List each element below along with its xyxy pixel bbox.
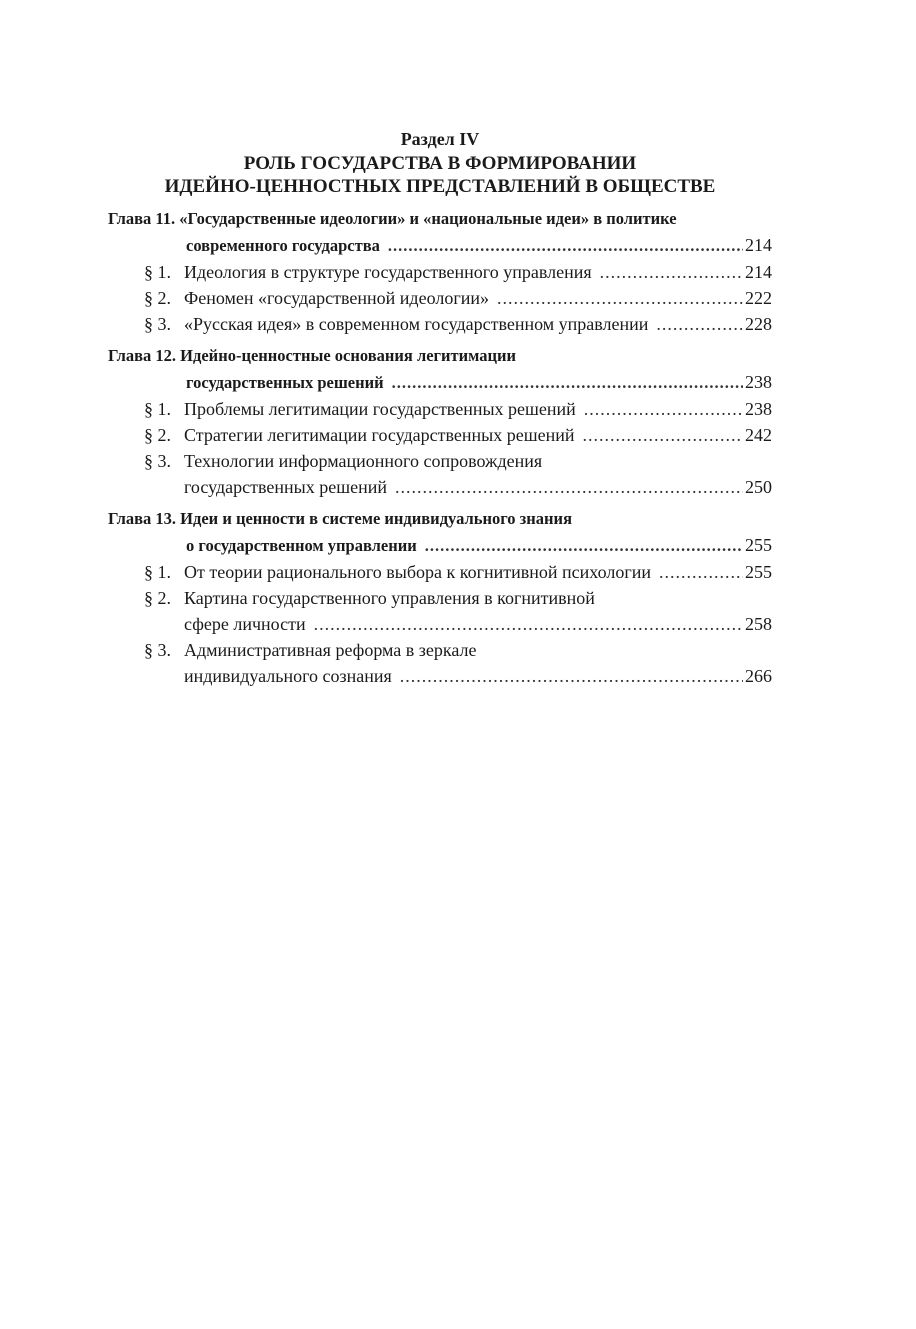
- toc-item: [108, 448, 772, 500]
- page-number: 255: [745, 535, 772, 555]
- dot-leader: [400, 663, 743, 689]
- dot-leader: [600, 259, 743, 285]
- dot-leader: [388, 233, 743, 259]
- page-number: 238: [745, 399, 772, 419]
- page-number: 214: [745, 262, 772, 282]
- page-number: 238: [745, 372, 772, 392]
- paragraph-number: § 2.: [144, 288, 171, 308]
- paragraph-number: § 1.: [144, 262, 171, 282]
- dot-leader: [425, 533, 743, 559]
- toc-item: [108, 285, 772, 311]
- table-of-contents: [108, 206, 772, 695]
- dot-leader: [659, 559, 743, 585]
- section-title-line-1: РОЛЬ ГОСУДАРСТВА В ФОРМИРОВАНИИ: [243, 153, 637, 174]
- paragraph-number: § 3.: [144, 451, 171, 471]
- page-number: 228: [745, 314, 772, 334]
- chapter-heading-continuation: государственных решений: [186, 373, 384, 392]
- chapter-heading-row: [108, 369, 772, 396]
- item-title: Идеология в структуре государственного управления: [184, 262, 592, 282]
- chapter-13: [108, 506, 772, 689]
- item-title-line-1: Картина государственного управления в когнитивной: [184, 588, 595, 608]
- page-number: 242: [745, 425, 772, 445]
- paragraph-number: § 2.: [144, 425, 171, 445]
- section-title: [108, 152, 772, 198]
- toc-item: [108, 259, 772, 285]
- chapter-heading-continuation: современного государства: [186, 236, 380, 255]
- chapter-heading-continuation: о государственном управлении: [186, 536, 417, 555]
- dot-leader: [583, 422, 743, 448]
- dot-leader: [392, 370, 743, 396]
- chapter-heading-row: [108, 232, 772, 259]
- page-number: 255: [745, 562, 772, 582]
- page-number: 214: [745, 235, 772, 255]
- toc-item: [108, 422, 772, 448]
- dot-leader: [584, 396, 743, 422]
- item-title: Феномен «государственной идеологии»: [184, 288, 489, 308]
- paragraph-number: § 2.: [144, 588, 171, 608]
- toc-item: [108, 585, 772, 637]
- paragraph-number: § 1.: [144, 562, 171, 582]
- toc-item: [108, 396, 772, 422]
- item-title-line-1: Технологии информационного сопровождения: [184, 451, 543, 471]
- paragraph-number: § 3.: [144, 640, 171, 660]
- paragraph-number: § 1.: [144, 399, 171, 419]
- dot-leader: [395, 474, 743, 500]
- item-title: Стратегии легитимации государственных решений: [184, 425, 575, 445]
- section-title-line-2: ИДЕЙНО-ЦЕННОСТНЫХ ПРЕДСТАВЛЕНИЙ В ОБЩЕСТВЕ: [164, 176, 716, 197]
- dot-leader: [314, 611, 743, 637]
- item-title-line-2: индивидуального сознания: [184, 666, 392, 686]
- page-number: 222: [745, 288, 772, 308]
- item-title: Проблемы легитимации государственных решений: [184, 399, 576, 419]
- dot-leader: [497, 285, 743, 311]
- item-title-line-1: Административная реформа в зеркале: [184, 640, 477, 660]
- page-number: 250: [745, 477, 772, 497]
- page-number: 266: [745, 666, 772, 686]
- section-label: Раздел IV: [400, 129, 480, 149]
- page-number: 258: [745, 614, 772, 634]
- item-title: От теории рационального выбора к когнитивной психологии: [184, 562, 651, 582]
- item-title-line-2: сфере личности: [184, 614, 306, 634]
- chapter-12: [108, 343, 772, 500]
- toc-item: [108, 637, 772, 689]
- toc-item: [108, 559, 772, 585]
- chapter-heading: Глава 12. Идейно-ценностные основания легитимации: [108, 346, 517, 365]
- chapter-heading-row: [108, 532, 772, 559]
- paragraph-number: § 3.: [144, 314, 171, 334]
- chapter-heading: Глава 11. «Государственные идеологии» и «национальные идеи» в политике: [108, 209, 677, 228]
- item-title-line-2: государственных решений: [184, 477, 387, 497]
- chapter-heading: Глава 13. Идеи и ценности в системе индивидуального знания: [108, 509, 572, 528]
- dot-leader: [656, 311, 743, 337]
- toc-item: [108, 311, 772, 337]
- item-title: «Русская идея» в современном государственном управлении: [184, 314, 649, 334]
- chapter-11: [108, 206, 772, 337]
